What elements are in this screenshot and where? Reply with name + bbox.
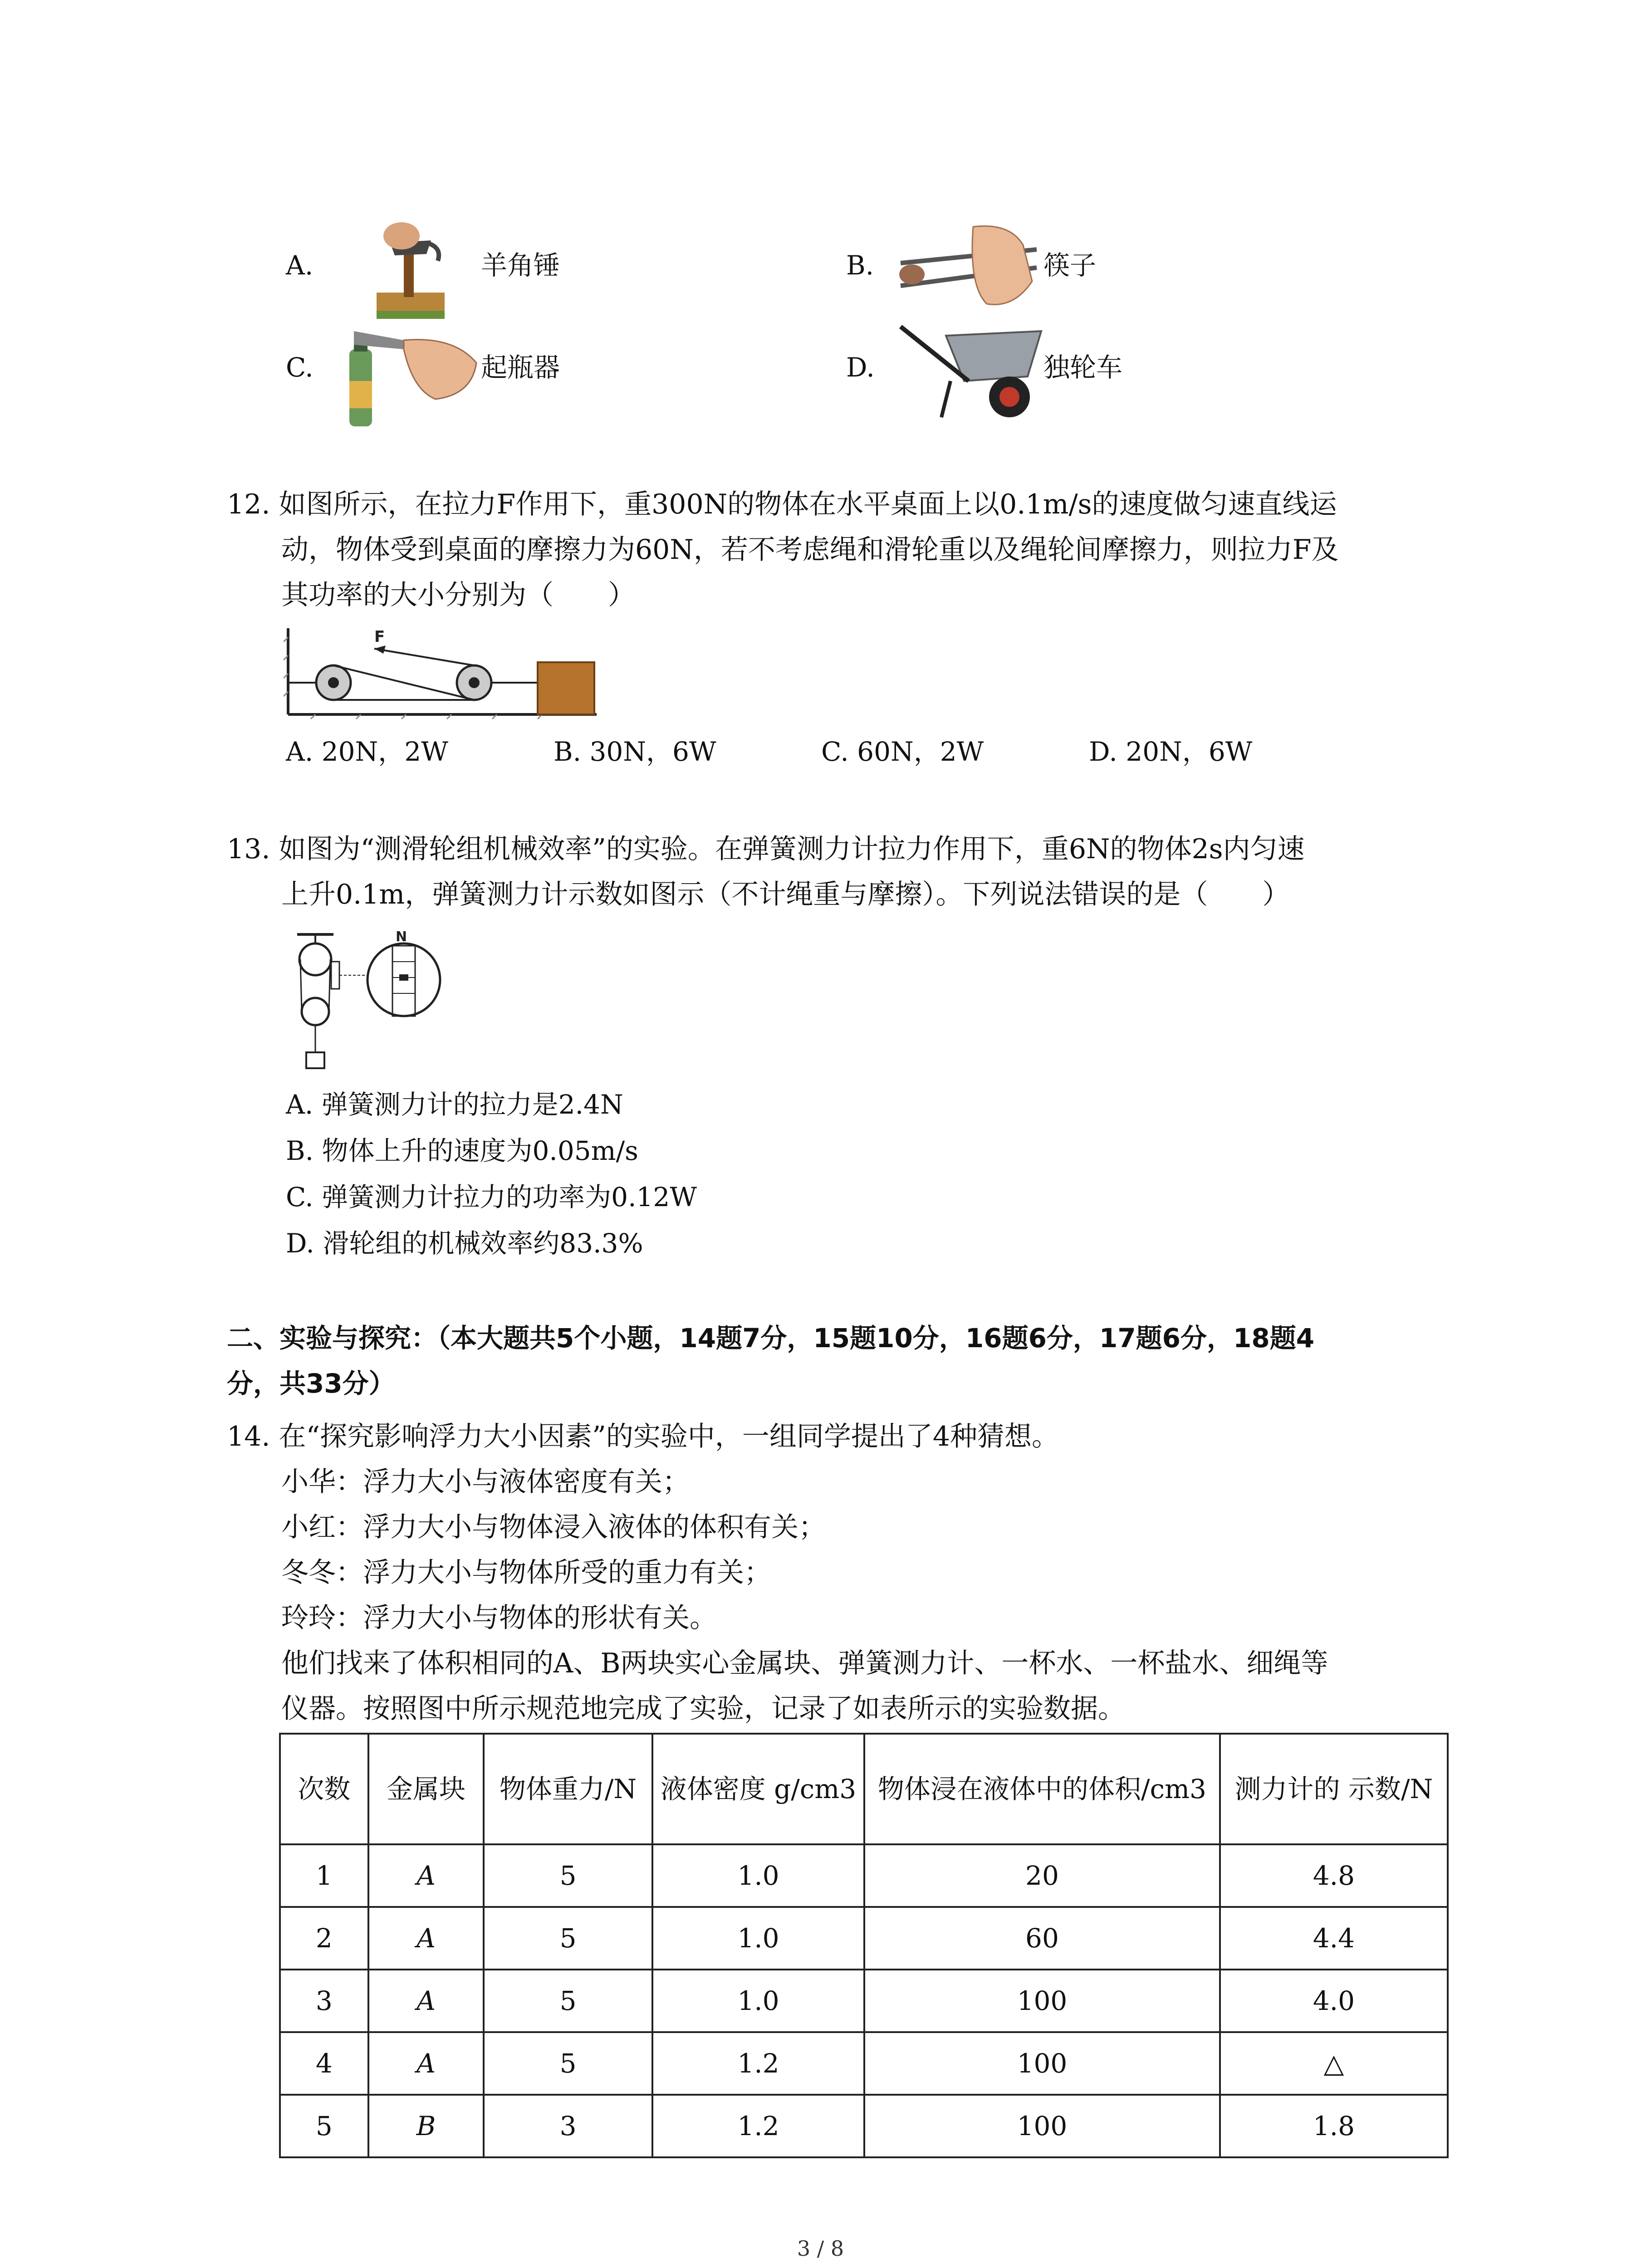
table-cell: 1.2 [652,2095,864,2157]
table-cell: 4.0 [1220,1970,1448,2032]
wheelbarrow-image [896,318,1046,426]
table-cell: 1 [280,1844,368,1907]
table-cell: 4 [280,2032,368,2095]
spring-scale-unit-label: N [396,929,407,945]
q11-option-d-letter: D. [846,352,875,383]
table-cell: 4.4 [1220,1907,1448,1970]
table-header-cell: 物体浸在液体中的体积/cm3 [864,1734,1220,1844]
table-cell: 100 [864,2032,1220,2095]
q12-option-a: A. 20N，2W [286,736,448,767]
q12-option-b: B. 30N，6W [554,736,716,767]
claw-hammer-image [363,215,454,324]
pulley-friction-diagram [284,624,601,723]
table-cell: 1.0 [652,1844,864,1907]
q11-option-b-label: 筷子 [1043,250,1097,281]
q14-line-1: 14. 在“探究影响浮力大小因素”的实验中，一组同学提出了4种猜想。 [227,1421,1059,1452]
table-cell: 60 [864,1907,1220,1970]
table-cell: 3 [280,1970,368,2032]
table-cell: 5 [484,2032,652,2095]
q11-option-c-label: 起瓶器 [481,352,560,383]
q14-line-4: 冬冬：浮力大小与物体所受的重力有关； [281,1557,771,1589]
table-cell: △ [1220,2032,1448,2095]
q11-option-a-label: 羊角锤 [481,250,560,281]
table-row [280,2095,1448,2157]
table-cell: 1.0 [652,1907,864,1970]
table-cell: A [368,1907,484,1970]
table-row [280,2032,1448,2095]
q12-option-d: D. 20N，6W [1089,736,1253,767]
table-cell: A [368,1844,484,1907]
section-2-heading-line-2: 分，共33分） [227,1368,395,1399]
q14-line-5: 玲玲：浮力大小与物体的形状有关。 [281,1602,717,1634]
q12-option-c: C. 60N，2W [821,736,984,767]
q13-option-d: D. 滑轮组的机械效率约83.3% [286,1228,643,1259]
table-cell: 100 [864,1970,1220,2032]
q12-line-3: 其功率的大小分别为（ ） [281,579,635,611]
table-cell: 5 [484,1970,652,2032]
table-cell: 2 [280,1907,368,1970]
table-header-cell: 金属块 [368,1734,484,1844]
table-cell: A [368,2032,484,2095]
table-header-cell: 测力计的 示数/N [1220,1734,1448,1844]
table-header-cell: 次数 [280,1734,368,1844]
table-row [280,1907,1448,1970]
table-cell: 20 [864,1844,1220,1907]
table-cell: B [368,2095,484,2157]
table-cell: 5 [280,2095,368,2157]
table-cell: 3 [484,2095,652,2157]
table-cell: 5 [484,1907,652,1970]
q14-line-2: 小华：浮力大小与液体密度有关； [281,1466,690,1498]
q12-line-1: 12. 如图所示，在拉力F作用下，重300N的物体在水平桌面上以0.1m/s的速度做匀速直线运 [227,489,1337,520]
q12-line-2: 动，物体受到桌面的摩擦力为60N，若不考虑绳和滑轮重以及绳轮间摩擦力，则拉力F及 [281,534,1339,566]
table-header-row [280,1734,1448,1844]
table-cell: 1.8 [1220,2095,1448,2157]
q14-line-3: 小红：浮力大小与物体浸入液体的体积有关； [281,1511,826,1543]
q14-line-7: 仪器。按照图中所示规范地完成了实验，记录了如表所示的实验数据。 [281,1693,1125,1725]
chopsticks-image [896,218,1041,318]
q13-line-2: 上升0.1m，弹簧测力计示数如图示（不计绳重与摩擦）。下列说法错误的是（ ） [281,879,1290,910]
table-cell: 100 [864,2095,1220,2157]
q11-option-c-letter: C. [286,352,314,383]
table-row [280,1970,1448,2032]
bottle-opener-image [336,322,485,426]
pulley-force-label: F [374,628,385,646]
table-cell: 5 [484,1844,652,1907]
table-cell: A [368,1970,484,2032]
q14-line-6: 他们找来了体积相同的A、B两块实心金属块、弹簧测力计、一杯水、一杯盐水、细绳等 [281,1647,1328,1679]
page-number: 3 / 8 [797,2236,844,2261]
table-header-cell: 液体密度 g/cm3 [652,1734,864,1844]
section-2-heading-line-1: 二、实验与探究：（本大题共5个小题，14题7分，15题10分，16题6分，17题6分，18题4 [227,1323,1315,1354]
table-cell: 1.0 [652,1970,864,2032]
table-cell: 4.8 [1220,1844,1448,1907]
q13-option-c: C. 弹簧测力计拉力的功率为0.12W [286,1182,697,1212]
q11-option-b-letter: B. [846,250,874,281]
q13-option-b: B. 物体上升的速度为0.05m/s [286,1135,638,1166]
table-header-cell: 物体重力/N [484,1734,652,1844]
q11-option-d-label: 独轮车 [1043,352,1123,383]
table-cell: 1.2 [652,2032,864,2095]
q13-line-1: 13. 如图为“测滑轮组机械效率”的实验。在弹簧测力计拉力作用下，重6N的物体2s内匀速 [227,833,1305,865]
q11-option-a-letter: A. [286,250,314,281]
pulley-block-diagram [290,925,449,1075]
experiment-data-table [279,1733,1449,2158]
q13-option-a: A. 弹簧测力计的拉力是2.4N [286,1089,623,1120]
table-row [280,1844,1448,1907]
